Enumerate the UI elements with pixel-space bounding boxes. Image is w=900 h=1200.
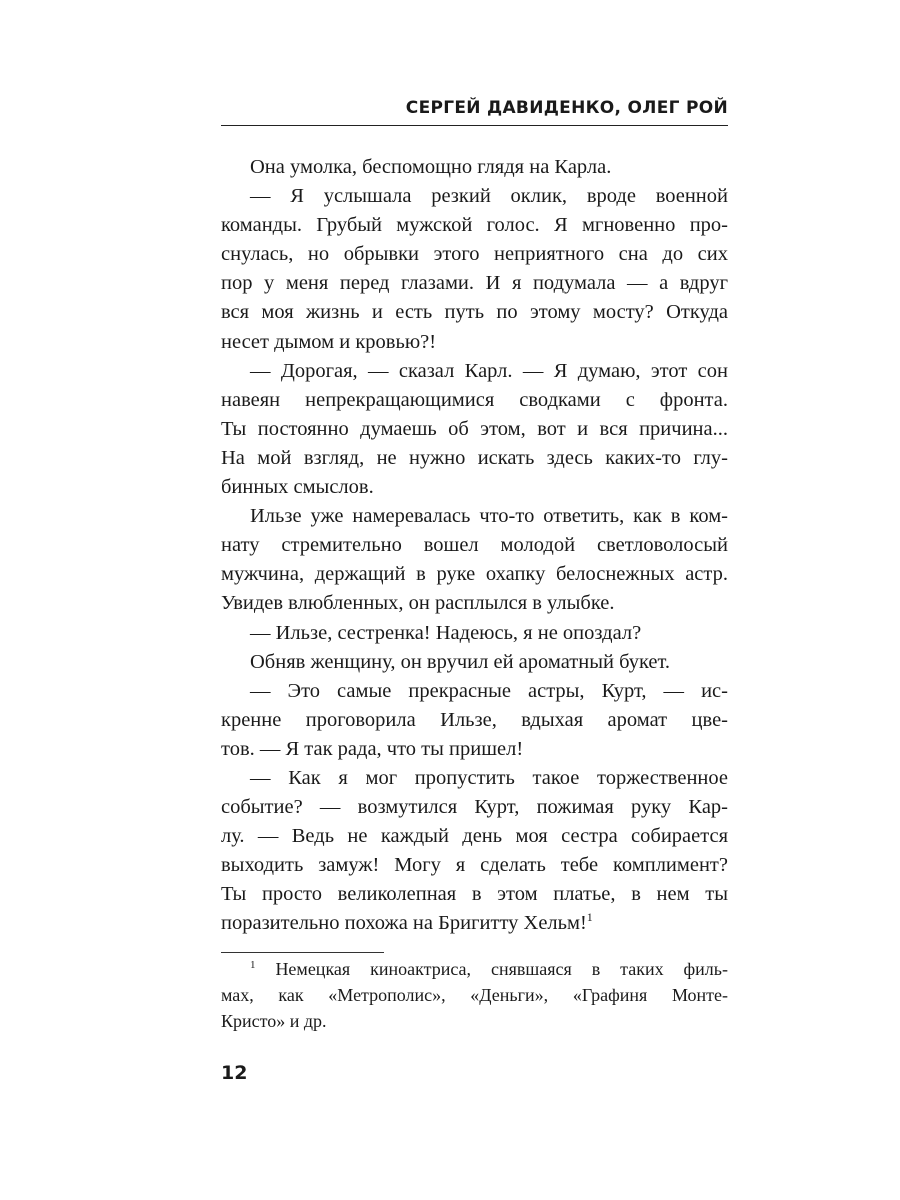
text-line: — Это самые прекрасные астры, Курт, — ис- (250, 679, 728, 702)
text-line: Ты просто великолепная в этом платье, в нем ты (221, 883, 728, 906)
footnote-separator (221, 952, 384, 953)
text-line: — Дорогая, — сказал Карл. — Я думаю, этот сон (250, 359, 728, 382)
footnote-line: мах, как «Метрополис», «Деньги», «Графиня Монте- (221, 984, 728, 1005)
text-line: — Ильзе, сестренка! Надеюсь, я не опоздал? (250, 621, 642, 644)
footnote-mark: 1 (250, 959, 256, 971)
text-line: событие? — возмутился Курт, пожимая руку Кар- (221, 796, 728, 819)
text-line: вся моя жизнь и есть путь по этому мосту? Откуда (221, 301, 728, 324)
text-line: команды. Грубый мужской голос. Я мгновенно про- (221, 214, 728, 237)
text-line: — Как я мог пропустить такое торжественное (250, 766, 728, 789)
footnote-line: Кристо» и др. (221, 1010, 327, 1031)
text-line: несет дымом и кровью?! (221, 330, 437, 353)
text-line: бинных смыслов. (221, 476, 374, 499)
text-line: поразительно похожа на Бригитту Хельм! (221, 912, 587, 935)
text-line: На мой взгляд, не нужно искать здесь каких-то глу- (221, 446, 728, 469)
text-line: выходить замуж! Могу я сделать тебе комплимент? (221, 854, 728, 877)
header-rule (221, 125, 728, 126)
footnote-line (221, 957, 728, 983)
text-line: Она умолка, беспомощно глядя на Карла. (250, 156, 612, 178)
running-header: СЕРГЕЙ ДАВИДЕНКО, ОЛЕГ РОЙ (405, 98, 728, 118)
body-text (221, 153, 728, 939)
text-line: снулась, но обрывки этого неприятного сна до сих (221, 243, 728, 266)
text-line: тов. — Я так рада, что ты пришел! (221, 737, 524, 760)
text-line: Увидев влюбленных, он расплылся в улыбке. (221, 592, 615, 615)
text-line-with-footnote-ref (221, 909, 728, 938)
text-line: Ты постоянно думаешь об этом, вот и вся причина... (221, 417, 728, 440)
text-line: нату стремительно вошел молодой светловолосый (221, 534, 728, 557)
text-line: навеян непрекращающимися сводками с фронта. (221, 388, 728, 411)
footnote-reference[interactable]: 1 (586, 910, 593, 925)
text-line: лу. — Ведь не каждый день моя сестра собирается (221, 825, 728, 848)
text-line: Ильзе уже намеревалась что-то ответить, как в ком- (250, 505, 728, 528)
footnote (221, 957, 728, 1034)
text-line: пор у меня перед глазами. И я подумала — а вдруг (221, 272, 728, 295)
text-line: мужчина, держащий в руке охапку белоснежных астр. (221, 563, 728, 586)
text-line: — Я услышала резкий оклик, вроде военной (250, 185, 728, 208)
text-line: кренне проговорила Ильзе, вдыхая аромат цве- (221, 708, 728, 731)
text-line: Обняв женщину, он вручил ей ароматный букет. (250, 650, 671, 673)
footnote-text: Немецкая киноактриса, снявшаяся в таких филь- (275, 959, 728, 979)
page-number: 12 (221, 1062, 248, 1084)
